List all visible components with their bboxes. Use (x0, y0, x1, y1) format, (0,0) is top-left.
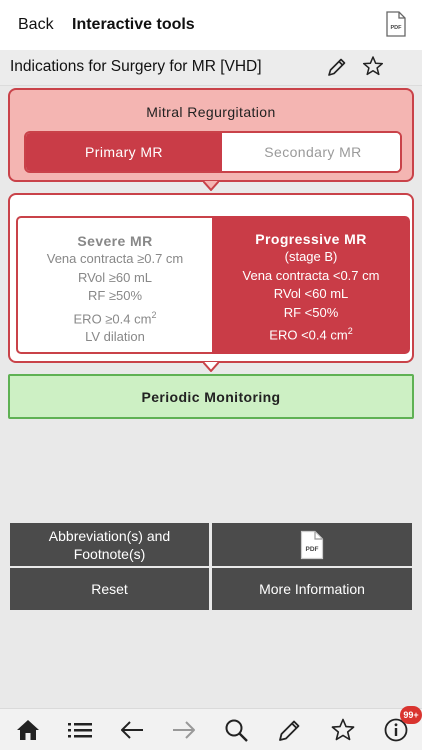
mitral-regurgitation-box (8, 88, 414, 182)
abbreviations-footnotes-button[interactable] (10, 523, 209, 566)
bottom-nav (0, 708, 422, 750)
tool-header (0, 50, 422, 86)
svg-text:PDF: PDF (390, 25, 402, 31)
back-button[interactable]: Back (18, 16, 54, 33)
flow-arrow-icon (203, 362, 219, 372)
reset-button[interactable]: Reset (10, 568, 209, 610)
progressive-mr-title: Progressive MR (255, 231, 367, 247)
criteria-line: RF ≥50% (87, 288, 143, 303)
home-icon[interactable] (15, 718, 41, 742)
star-icon[interactable] (330, 718, 356, 742)
forward-arrow-icon[interactable] (171, 718, 197, 742)
pdf-icon (300, 530, 324, 560)
pencil-icon[interactable] (277, 718, 303, 742)
criteria-line: RVol <60 mL (273, 286, 349, 301)
severe-mr-option[interactable] (16, 216, 214, 354)
list-icon[interactable] (67, 718, 93, 742)
back-arrow-icon[interactable] (119, 718, 145, 742)
mitral-regurgitation-title: Mitral Regurgitation (146, 104, 276, 120)
more-information-button[interactable]: More Information (212, 568, 412, 610)
page-title: Interactive tools (72, 16, 195, 33)
primary-mr-option[interactable]: Primary MR (26, 133, 222, 171)
periodic-monitoring-box (8, 374, 414, 419)
abbreviations-footnotes-label: Abbreviation(s) and Footnote(s) (48, 527, 171, 562)
severe-mr-title: Severe MR (77, 233, 153, 249)
criteria-line: ERO <0.4 $cm^2$ (269, 326, 353, 343)
criteria-line: LV dilation (85, 329, 145, 345)
search-icon[interactable] (224, 718, 250, 742)
periodic-monitoring-title: Periodic Monitoring (141, 389, 281, 405)
tool-title: Indications for Surgery for MR [VHD] (10, 58, 262, 75)
criteria-line: Vena contracta ≥0.7 cm (46, 251, 184, 266)
star-icon[interactable] (362, 55, 384, 77)
severity-box (8, 193, 414, 363)
mr-type-selector (24, 131, 402, 173)
svg-text:PDF: PDF (305, 545, 319, 553)
secondary-mr-option[interactable]: Secondary MR (222, 133, 402, 171)
top-bar (0, 0, 422, 50)
flow-arrow-icon (203, 181, 219, 191)
criteria-line: ERO ≥0.4 $cm^2$ (73, 309, 157, 326)
pencil-icon[interactable] (326, 56, 348, 78)
notification-badge: 99+ (400, 706, 422, 724)
progressive-mr-option[interactable] (212, 216, 410, 354)
criteria-line: Vena contracta <0.7 cm (242, 267, 380, 283)
criteria-line: RVol ≥60 mL (77, 269, 153, 285)
stage-label: (stage B) (284, 249, 338, 264)
pdf-button[interactable] (212, 523, 412, 566)
criteria-line: RF <50% (283, 304, 339, 320)
pdf-icon[interactable] (386, 11, 406, 37)
